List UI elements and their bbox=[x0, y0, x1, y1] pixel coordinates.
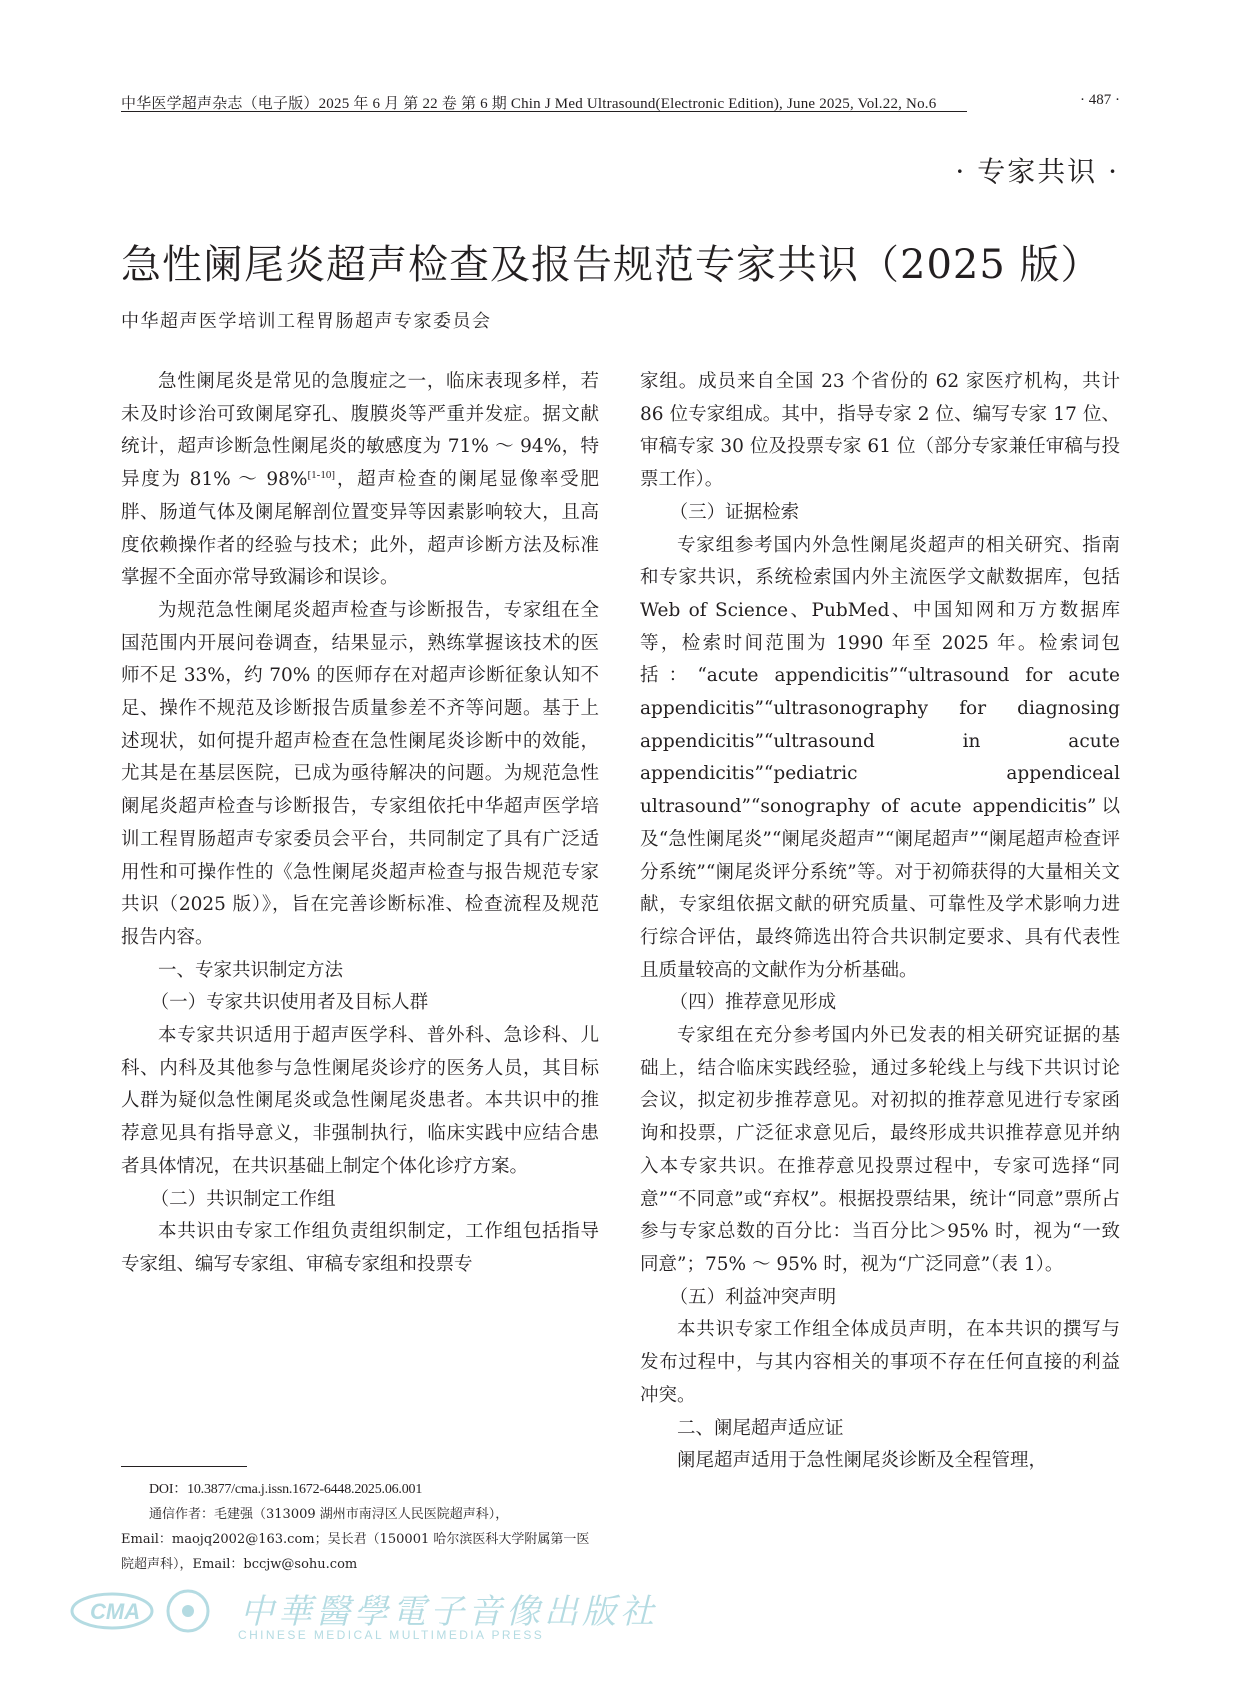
section-label: · 专家共识 · bbox=[955, 155, 1119, 188]
correspondence-line: 通信作者：毛建强（313009 湖州市南浔区人民医院超声科）， bbox=[149, 1507, 509, 1522]
article-title: 急性阑尾炎超声检查及报告规范专家共识（2025 版） bbox=[121, 242, 1102, 288]
page-number: · 487 · bbox=[1080, 92, 1120, 108]
paragraph-text: ，超声检查的阑尾显像率受肥胖、肠道气体及阑尾解剖位置变异等因素影响较大，且高度依赖操作者的经验与技术；此外，超声诊断方法及标准掌握不全面亦常导致漏诊和误诊。 bbox=[121, 469, 599, 589]
subsection-heading: （二）共识制定工作组 bbox=[150, 1188, 336, 1210]
paragraph: 为规范急性阑尾炎超声检查与诊断报告，专家组在全国范围内开展问卷调查，结果显示，熟练掌握该技术的医师不足 33%，约 70% 的医师存在对超声诊断征象认知不足、操作不规范及诊断报告质量参差不齐等问题。基于上述现状，如何提升超声检查在急性阑尾炎诊断中的效能，尤其是在基层医院，已成为亟待解决的问题。为规范急性阑尾炎超声检查与诊断报告，专家组依托中华超声医学培训工程胃肠超声专家委员会平台，共同制定了具有广泛适用性和可操作性的《急性阑尾炎超声检查与报告规范专家共识（2025 版）》，旨在完善诊断标准、检查流程及规范报告内容。 bbox=[121, 599, 599, 948]
paragraph bbox=[121, 366, 599, 595]
correspondence-note bbox=[121, 1502, 599, 1577]
footnote-rule bbox=[121, 1466, 247, 1467]
publisher-name-en: CHINESE MEDICAL MULTIMEDIA PRESS bbox=[238, 1628, 545, 1642]
section-heading: 一、专家共识制定方法 bbox=[158, 959, 344, 981]
paragraph: 本共识专家工作组全体成员声明，在本共识的撰写与发布过程中，与其内容相关的事项不存在任何直接的利益冲突。 bbox=[640, 1319, 1120, 1406]
doi-line bbox=[121, 1477, 599, 1502]
running-header: 中华医学超声杂志（电子版）2025 年 6 月 第 22 卷 第 6 期 Chin J Med Ultrasound(Electronic Edition), June 2025, Vol.22, No.6 bbox=[121, 96, 937, 112]
publisher-logo-icon bbox=[70, 1588, 220, 1634]
subsection-heading: （五）利益冲突声明 bbox=[669, 1286, 837, 1308]
publisher-name: 中華醫學電子音像出版社 bbox=[240, 1592, 658, 1632]
correspondence-emails: Email：maojq2002@163.com；吴长君（150001 哈尔滨医科大学附属第一医院超声科），Email：bccjw@sohu.com bbox=[121, 1532, 590, 1572]
left-column bbox=[121, 366, 599, 1282]
author-line: 中华超声医学培训工程胃肠超声专家委员会 bbox=[121, 311, 492, 332]
subsection-heading: （一）专家共识使用者及目标人群 bbox=[150, 992, 429, 1014]
paragraph: 家组。成员来自全国 23 个省份的 62 家医疗机构，共计 86 位专家组成。其中，指导专家 2 位、编写专家 17 位、审稿专家 30 位及投票专家 61 位（部分专家兼任审稿与投票工作）。 bbox=[640, 371, 1120, 491]
right-column bbox=[640, 366, 1120, 1478]
paragraph: 专家组在充分参考国内外已发表的相关研究证据的基础上，结合临床实践经验，通过多轮线上与线下共识讨论会议，拟定初步推荐意见。对初拟的推荐意见进行专家函询和投票，广泛征求意见后，最终形成共识推荐意见并纳入本专家共识。在推荐意见投票过程中，专家可选择“同意”“不同意”或“弃权”。根据投票结果，统计“同意”票所占参与专家总数的百分比：当百分比＞95% 时，视为“一致同意”；75% ～ 95% 时，视为“广泛同意”（表 1）。 bbox=[640, 1025, 1120, 1275]
paragraph: 本共识由专家工作组负责组织制定，工作组包括指导专家组、编写专家组、审稿专家组和投票专 bbox=[121, 1221, 599, 1275]
subsection-heading: （四）推荐意见形成 bbox=[669, 992, 837, 1014]
paragraph: 本专家共识适用于超声医学科、普外科、急诊科、儿科、内科及其他参与急性阑尾炎诊疗的医务人员，其目标人群为疑似急性阑尾炎或急性阑尾炎患者。本共识中的推荐意见具有指导意义，非强制执行，临床实践中应结合患者具体情况，在共识基础上制定个体化诊疗方案。 bbox=[121, 1025, 599, 1177]
paragraph: 阑尾超声适用于急性阑尾炎诊断及全程管理， bbox=[677, 1450, 1048, 1472]
subsection-heading: （三）证据检索 bbox=[669, 501, 800, 523]
paragraph-text: 急性阑尾炎是常见的急腹症之一，临床表现多样，若未及时诊治可致阑尾穿孔、腹膜炎等严重并发症。据文献统计，超声诊断急性阑尾炎的敏感度为 71% ～ 94%，特异度为 81% ～ 98% bbox=[121, 371, 599, 491]
logo-text: CMA bbox=[90, 1599, 141, 1624]
paragraph: 专家组参考国内外急性阑尾炎超声的相关研究、指南和专家共识，系统检索国内外主流医学文献数据库，包括 Web of Science、PubMed、中国知网和万方数据库等，检索时间范围为 1990 年至 2025 年。检索词包括：“acute appendicitis”“ultrasound for acute appendicitis”“ultrasonography for diagnosing appendicitis”“ultrasound in acute appendicitis”“pediatric appendiceal ultrasound”“sonography of acute appendicitis”以及“急性阑尾炎”“阑尾炎超声”“阑尾超声”“阑尾超声检查评分系统”“阑尾炎评分系统”等。对于初筛获得的大量相关文献，专家组依据文献的研究质量、可靠性及学术影响力进行综合评估，最终筛选出符合共识制定要求、具有代表性且质量较高的文献作为分析基础。 bbox=[640, 534, 1120, 981]
section-heading: 二、阑尾超声适应证 bbox=[677, 1417, 844, 1439]
header-rule bbox=[121, 111, 967, 112]
citation-ref: [1-10] bbox=[307, 469, 336, 482]
doi-text: DOI：10.3877/cma.j.issn.1672-6448.2025.06.001 bbox=[149, 1482, 423, 1497]
